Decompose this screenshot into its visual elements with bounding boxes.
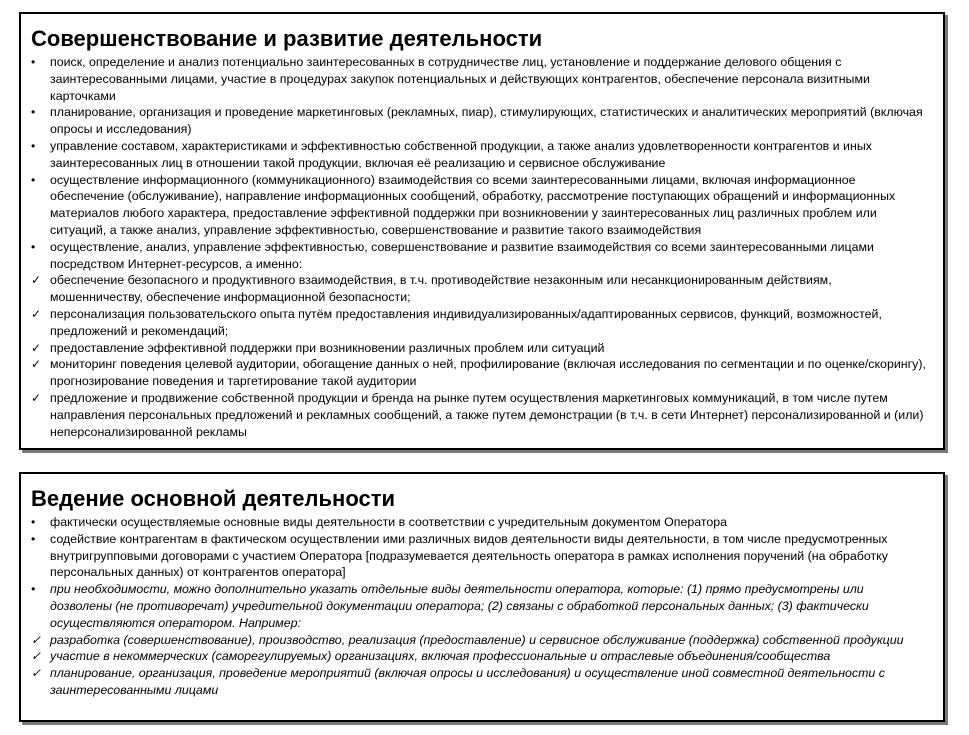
- list-item: ✓ персонализация пользовательского опыта путём предоставления индивидуализированных/адаптированных сервисов, функций, возможностей, предложений и рекомендаций;: [31, 306, 882, 338]
- checkmark-icon: ✓: [31, 649, 42, 664]
- bullet-list: [29, 54, 927, 440]
- bullet-icon: •: [31, 105, 36, 120]
- bullet-icon: •: [31, 172, 36, 187]
- checkmark-icon: ✓: [31, 632, 42, 647]
- list-item: • при необходимости, можно дополнительно указать отдельные виды деятельности оператора, которые: (1) прямо предусмотрены или дозволены (не противоречат) учредительной документации оператора; (2) связаны с обработкой персональных данных; (3) фактически осуществляются оператором. Например:: [31, 582, 869, 630]
- section-main-activity: [19, 472, 945, 722]
- checkmark-icon: ✓: [31, 273, 42, 288]
- list-item: • осуществление информационного (коммуникационного) взаимодействия со всеми заинтересованными лицами, включая информационное обеспечение (обслуживание), направление информационных сообщений, обработку, рассмотрение поступающих обращений и информационных материалов любого характера, предоставление эффективной поддержки при возникновении у заинтересованных лиц различных проблем или ситуаций, а также анализ, управление эффективностью, совершенствование и развитие такого взаимодействия: [31, 172, 896, 237]
- italic-bullet-list: [29, 581, 927, 699]
- checkmark-icon: ✓: [31, 306, 42, 321]
- list-item: ✓ предоставление эффективной поддержки при возникновении различных проблем или ситуаций: [31, 340, 605, 355]
- section-improvement: [19, 12, 945, 450]
- bullet-icon: •: [31, 239, 36, 254]
- section-title: Совершенствование и развитие деятельности: [31, 26, 543, 51]
- bullet-icon: •: [31, 515, 36, 529]
- list-item: • планирование, организация и проведение маркетинговых (рекламных, пиар), стимулирующих, статистических и аналитических мероприятий (включая опросы и исследования): [31, 105, 923, 137]
- list-item: • осуществление, анализ, управление эффективностью, совершенствование и развитие взаимодействия со всеми заинтересованными лицами посредством Интернет-ресурсов, а именно:: [31, 239, 874, 271]
- list-item: ✓ мониторинг поведения целевой аудитории, обогащение данных о ней, профилирование (включая исследования по сегментации и по оценке/скорингу), прогнозирование поведения и таргетирование такой аудитории: [31, 357, 926, 389]
- bullet-icon: •: [31, 55, 36, 69]
- list-item: ✓ обеспечение безопасного и продуктивного взаимодействия, в т.ч. противодействие незаконным или несанкционированным действиям, мошенничеству, обеспечение информационной безопасности;: [31, 273, 832, 305]
- checkmark-icon: ✓: [31, 666, 42, 681]
- list-item: ✓ предложение и продвижение собственной продукции и бренда на рынке путем осуществления маркетинговых коммуникаций, в том числе путем направления персональных предложений и рекламных сообщений, а также путем демонстрации (в т.ч. в сети Интернет) персонализированной и (или) неперсонализированной рекламы: [31, 390, 924, 439]
- bullet-icon: •: [31, 531, 36, 546]
- bullet-icon: •: [31, 582, 36, 597]
- checkmark-icon: ✓: [31, 357, 42, 372]
- checkmark-icon: ✓: [31, 340, 42, 355]
- list-item: • поиск, определение и анализ потенциально заинтересованных в сотрудничестве лиц, установление и поддержание делового общения с заинтересованными лицами, участие в процедурах закупок потенциальных и действующих контрагентов, обеспечение персонала визитными карточками: [31, 55, 870, 103]
- bullet-icon: •: [31, 138, 36, 153]
- section-title: Ведение основной деятельности: [31, 486, 395, 511]
- list-item: • фактически осуществляемые основные виды деятельности в соответствии с учредительным документом Оператора: [31, 515, 728, 529]
- list-item: ✓ планирование, организация, проведение мероприятий (включая опросы и исследования) и осуществление иной совместной деятельности с заинтересованными лицами: [31, 666, 885, 697]
- bullet-list: [29, 514, 927, 581]
- checkmark-icon: ✓: [31, 390, 42, 405]
- list-item: ✓ разработка (совершенствование), производство, реализация (предоставление) и сервисное обслуживание (поддержка) собственной продукции: [31, 632, 904, 647]
- list-item: ✓ участие в некоммерческих (саморегулируемых) организациях, включая профессиональные и отраслевые объединения/сообщества: [31, 649, 831, 664]
- list-item: • содействие контрагентам в фактическом осуществлении ими различных видов деятельности виды деятельности, в том числе предусмотренных внутригрупповыми договорами с участием Оператора [подразумевается деятельность оператора в рамках исполнения поручений (на обработку персональных данных) от контрагентов оператора]: [31, 531, 888, 580]
- list-item: • управление составом, характеристиками и эффективностью собственной продукции, а также анализ удовлетворенности контрагентов и иных заинтересованных лиц в отношении такой продукции, включая её реализацию и сервисное обслуживание: [31, 138, 872, 170]
